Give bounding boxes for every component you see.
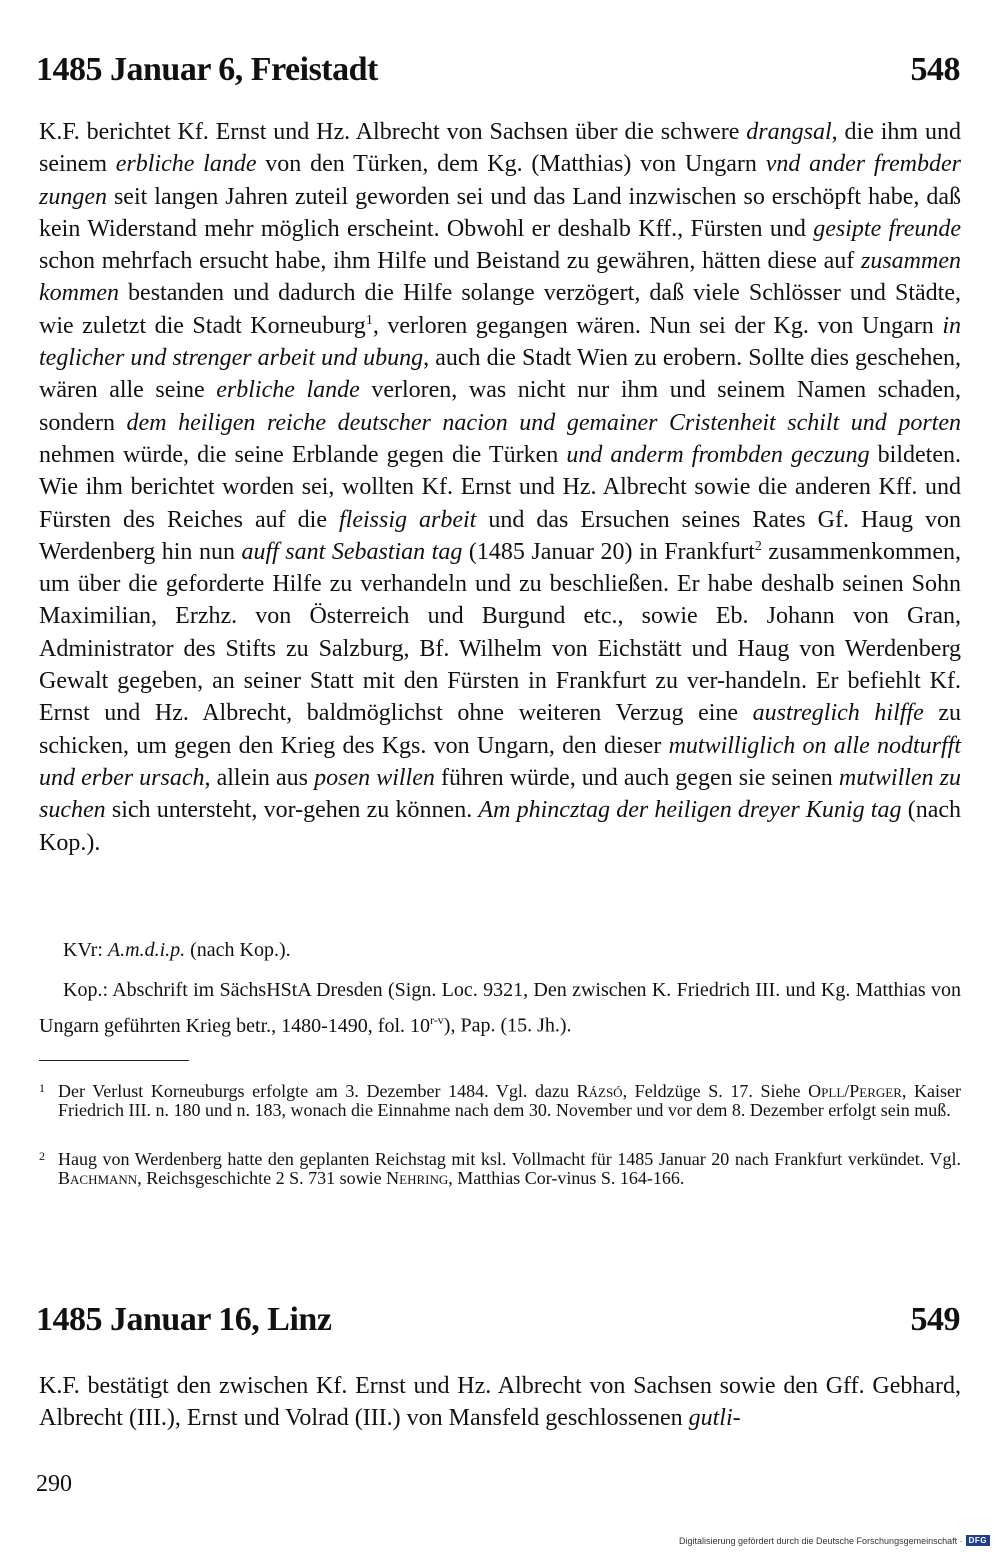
entry-number: 549 xyxy=(910,1301,960,1338)
digitization-credit: Digitalisierung gefördert durch die Deutsche Forschungsgemeinschaft · DFG xyxy=(679,1535,990,1546)
entry-title: 1485 Januar 6, Freistadt xyxy=(36,51,378,88)
entry-title: 1485 Januar 16, Linz xyxy=(36,1301,332,1338)
kvr-note: KVr: A.m.d.i.p. (nach Kop.). xyxy=(63,939,291,961)
entry-549-heading xyxy=(36,1300,964,1340)
footnote-ref-2: 2 xyxy=(754,538,762,554)
entry-549-summary: K.F. bestätigt den zwischen Kf. Ernst und Hz. Albrecht von Sachsen sowie den Gff. Gebhard, Albrecht (III.), Ernst und Volrad (III.) von Mansfeld geschlossenen gutli- xyxy=(39,1373,961,1432)
dfg-logo: DFG xyxy=(966,1535,990,1546)
page-number: 290 xyxy=(36,1471,72,1497)
footnote-1: 1 Der Verlust Korneuburgs erfolgte am 3. Dezember 1484. Vgl. dazu Rázsó, Feldzüge S. 17. Siehe Opll/Perger, Kaiser Friedrich III. n. 180 und n. 183, wonach die Einnahme nach dem 30. November und vor dem 8. Dezember erfolgt sein muß. xyxy=(39,1081,962,1120)
entry-548-summary: K.F. berichtet Kf. Ernst und Hz. Albrecht von Sachsen über die schwere drangsal, die ihm und seinem erbliche lande von den Türken, dem Kg. (Matthias) von Ungarn vnd ander frembder zungen seit langen Jahren zuteil geworden sei und das Land inzwischen so erschöpft habe, daß kein Widerstand mehr möglich erscheint. Obwohl er deshalb Kff., Fürsten und gesipte freunde schon mehrfach ersucht habe, ihm Hilfe und Beistand zu gewähren, hätten diese auf zusammen kommen bestanden und dadurch die Hilfe solange verzögert, daß viele Schlösser und Städte, wie zuletzt die Stadt Korneuburg$^1$, verloren gegangen wären. Nun sei der Kg. von Ungarn in teglicher und strenger arbeit und ubung, auch die Stadt Wien zu erobern. Sollte dies geschehen, wären alle seine erbliche lande verloren, was nicht nur ihm und seinem Namen schaden, sondern dem heiligen reiche deutscher nacion und gemainer Cristenheit schilt und porten nehmen würde, die seine Erblande gegen die Türken und anderm frombden geczung bildeten. Wie ihm berichtet worden sei, wollten Kf. Ernst und Hz. Albrecht sowie die anderen Kff. und Fürsten des Reiches auf die fleissig arbeit und das Ersuchen seines Rates Gf. Haug von Werdenberg hin nun auff sant Sebastian tag (1485 Januar 20) in Frankfurt$^2$ zusammenkommen, um über die geforderte Hilfe zu verhandeln und zu beschließen. Er habe deshalb seinen Sohn Maximilian, Erzhz. von Österreich und Burgund etc., sowie Eb. Johann von Gran, Administrator des Stifts zu Salzburg, Bf. Wilhelm von Eichstätt und Haug von Werdenberg Gewalt gegeben, an seiner Statt mit den Fürsten in Frankfurt zu ver-handeln. Er befiehlt Kf. Ernst und Hz. Albrecht, baldmöglichst ohne weiteren Verzug eine austreglich hilffe zu schicken, um gegen den Krieg des Kgs. von Ungarn, den dieser mutwilliglich on alle nodturfft und erber ursach, allein aus posen willen führen würde, und auch gegen sie seinen mutwillen zu suchen sich untersteht, vor-gehen zu können. Am phincztag der heiligen dreyer Kunig tag (nach Kop.). xyxy=(39,119,962,856)
footnote-divider xyxy=(39,1060,189,1061)
footnote-2: 2 Haug von Werdenberg hatte den geplanten Reichstag mit ksl. Vollmacht für 1485 Januar 20 nach Frankfurt verkündet. Vgl. Bachmann, Reichsgeschichte 2 S. 731 sowie Nehring, Matthias Cor-vinus S. 164-166. xyxy=(39,1149,961,1188)
entry-number: 548 xyxy=(910,51,960,88)
kop-note: Kop.: Abschrift im SächsHStA Dresden (Sign. Loc. 9321, Den zwischen K. Friedrich III. und Kg. Matthias von Ungarn geführten Krieg betr., 1480-1490, fol. 10$^{r-v}$), Pap. (15. Jh.). xyxy=(39,979,961,1037)
entry-548-heading xyxy=(36,50,964,90)
footnote-ref-1: 1 xyxy=(365,312,373,328)
